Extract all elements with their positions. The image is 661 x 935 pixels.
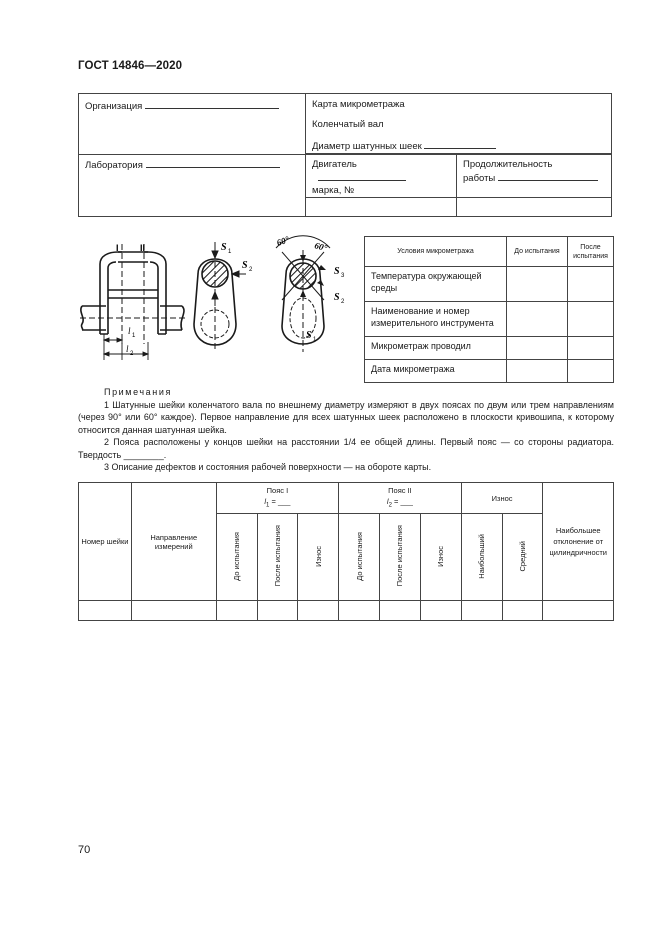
l1-sub: 1: [132, 333, 136, 339]
s1b-sub: 1: [313, 337, 317, 343]
diameter-field[interactable]: [424, 139, 496, 149]
note-item: 1 Шатунные шейки коленчатого вала по внешнему диаметру измеряют в двух поясах по двум или трем направлениям (через 90° или 60° каждое). Первое направление для всех шатунных шеек расположено в плоскости кривошипа, к которому относится данная шатунная шейка.: [78, 399, 614, 435]
condition-label: Микрометраж проводил: [365, 337, 507, 360]
conditions-row: [365, 267, 614, 302]
condition-before-cell[interactable]: [507, 337, 568, 360]
conditions-row: [365, 337, 614, 360]
belt-1-header: [216, 483, 339, 514]
journal-number-header: Номер шейки: [79, 483, 132, 601]
diameter-label: Диаметр шатунных шеек: [312, 141, 422, 152]
belt-2-wear-header: Износ: [420, 514, 461, 601]
organization-field[interactable]: [145, 99, 279, 109]
conditions-row: [365, 302, 614, 337]
organization-cell: [79, 94, 306, 155]
laboratory-field[interactable]: [146, 158, 280, 168]
card-title-cell: [306, 94, 612, 154]
table-cell[interactable]: [79, 601, 132, 621]
crankshaft-diagram: [78, 234, 358, 364]
condition-label: Дата микрометража: [365, 360, 507, 383]
condition-label: Температура окружающей среды: [365, 267, 507, 302]
measurement-table: [78, 482, 614, 621]
s1-sub: 1: [228, 249, 232, 255]
duration-label: Продолжительность: [463, 159, 553, 170]
notes-block: [78, 386, 614, 474]
s3-sub: 3: [341, 273, 345, 279]
table-cell[interactable]: [339, 601, 380, 621]
note-item: 2 Пояса расположены у концов шейки на расстоянии 1/4 ее общей длины. Первый пояс — со стороны радиатора. Твердость ________.: [78, 437, 614, 460]
table-cell[interactable]: [298, 601, 339, 621]
belt-2-title: Пояс II: [388, 485, 412, 495]
max-deviation-header: Наибольшее отклонение от цилиндричности: [543, 483, 614, 601]
condition-after-cell[interactable]: [568, 267, 614, 302]
organization-label: Организация: [85, 101, 143, 112]
s2-sub: 2: [249, 267, 253, 273]
angle-1-label: 60°: [275, 234, 291, 248]
s1-label: S: [221, 242, 227, 253]
belt-2-after-header: После испытания: [380, 514, 421, 601]
table-cell[interactable]: [380, 601, 421, 621]
card-header-form: [78, 93, 612, 217]
direction-header: Направление измерений: [131, 483, 216, 601]
condition-before-cell[interactable]: [507, 267, 568, 302]
engine-value-cell[interactable]: [306, 198, 457, 217]
document-header: ГОСТ 14846—2020: [78, 60, 183, 72]
table-cell[interactable]: [543, 601, 614, 621]
work-label: работы: [463, 173, 496, 184]
s3-label: S: [334, 266, 340, 277]
belt-1-after-header: После испытания: [257, 514, 298, 601]
wear-largest-header: Наибольший: [461, 514, 502, 601]
angle-2-label: 60°: [313, 240, 329, 254]
condition-label: Наименование и номер измерительного инструмента: [365, 302, 507, 337]
s1b-label: S: [306, 330, 312, 341]
l2-sub: 2: [130, 351, 134, 357]
note-item: 3 Описание дефектов и состояния рабочей поверхности — на обороте карты.: [104, 462, 432, 472]
condition-after-cell[interactable]: [568, 360, 614, 383]
table-cell[interactable]: [461, 601, 502, 621]
condition-before-cell[interactable]: [507, 360, 568, 383]
belt-1-wear-header: Износ: [298, 514, 339, 601]
conditions-table: [364, 236, 614, 383]
engine-field[interactable]: [318, 171, 406, 181]
belt-I-label: I: [116, 243, 119, 253]
card-title: Карта микрометража: [312, 99, 405, 110]
table-cell[interactable]: [131, 601, 216, 621]
duration-cell: [457, 155, 612, 198]
wear-header: Износ: [461, 483, 543, 514]
s2-label: S: [242, 260, 248, 271]
belt-1-title: Пояс I: [266, 485, 289, 495]
belt-2-eq: = ___: [391, 496, 413, 506]
l1-label: l: [128, 326, 131, 336]
page-number: 70: [78, 844, 91, 856]
condition-after-cell[interactable]: [568, 302, 614, 337]
condition-before-cell[interactable]: [507, 302, 568, 337]
wear-average-header: Средний: [502, 514, 543, 601]
belt-2-header: [339, 483, 462, 514]
belt-II-label: II: [140, 243, 146, 253]
belt-2-l: l: [386, 496, 389, 506]
before-header: До испытания: [507, 237, 568, 267]
l2-label: l: [126, 344, 129, 354]
condition-after-cell[interactable]: [568, 337, 614, 360]
belt-2-sub: 2: [388, 502, 392, 509]
belt-1-eq: = ___: [269, 496, 291, 506]
s2b-sub: 2: [341, 299, 345, 305]
laboratory-cell: [79, 155, 306, 217]
engine-label: Двигатель: [312, 159, 357, 170]
belt-1-sub: 1: [266, 502, 270, 509]
table-cell[interactable]: [257, 601, 298, 621]
table-cell[interactable]: [420, 601, 461, 621]
after-header: После испытания: [568, 237, 614, 267]
part-name: Коленчатый вал: [312, 119, 384, 130]
engine-cell: [306, 155, 457, 198]
duration-value-cell[interactable]: [457, 198, 612, 217]
table-cell[interactable]: [216, 601, 257, 621]
belt-2-before-header: До испытания: [339, 514, 380, 601]
notes-title: Примечания: [104, 387, 172, 397]
laboratory-label: Лаборатория: [85, 160, 143, 171]
table-cell[interactable]: [502, 601, 543, 621]
s2b-label: S: [334, 292, 340, 303]
belt-1-l: l: [264, 496, 267, 506]
table-row: [79, 601, 614, 621]
conditions-header: Условия микрометража: [365, 237, 507, 267]
duration-field[interactable]: [498, 171, 598, 181]
brand-label: марка, №: [312, 185, 355, 196]
conditions-row: [365, 360, 614, 383]
belt-1-before-header: До испытания: [216, 514, 257, 601]
